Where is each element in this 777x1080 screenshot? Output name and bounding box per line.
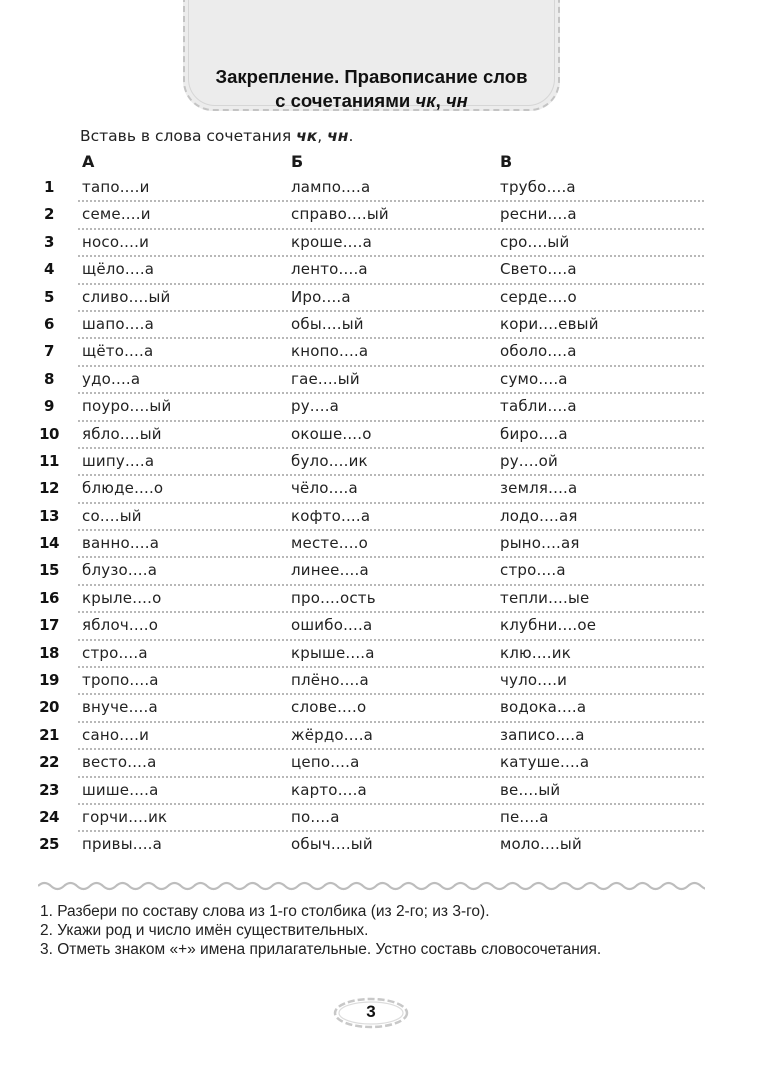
table-row — [0, 449, 777, 476]
table-row — [0, 531, 777, 558]
row-number: 19 — [39, 671, 59, 690]
word-column-v: оболо....а — [500, 342, 577, 361]
row-number: 1 — [44, 178, 54, 196]
table-row — [0, 230, 777, 257]
word-column-a: весто....а — [82, 753, 157, 772]
word-column-b: кнопо....а — [291, 342, 369, 361]
word-column-v: трубо....а — [500, 178, 576, 196]
word-column-a: шипу....а — [82, 451, 155, 470]
word-column-v: ве....ый — [500, 780, 561, 799]
row-number: 12 — [39, 479, 59, 498]
row-number: 16 — [39, 588, 59, 607]
word-column-a: шише....а — [82, 780, 159, 799]
word-column-b: було....ик — [291, 451, 368, 470]
table-row — [0, 339, 777, 366]
table-row — [0, 202, 777, 229]
row-number: 22 — [39, 753, 59, 772]
row-number: 24 — [39, 807, 59, 826]
row-number: 21 — [39, 725, 59, 744]
column-header-v: В — [500, 152, 513, 171]
word-column-b: окоше....о — [291, 424, 372, 443]
word-table — [0, 175, 777, 860]
word-column-b: гае....ый — [291, 369, 360, 388]
table-row — [0, 422, 777, 449]
word-column-v: чуло....и — [500, 671, 568, 690]
word-column-v: серде....о — [500, 287, 577, 306]
table-row — [0, 476, 777, 503]
wavy-divider — [38, 878, 705, 894]
word-column-b: чёло....а — [291, 479, 358, 498]
page-title — [183, 65, 560, 113]
word-column-a: со....ый — [82, 506, 142, 525]
row-number: 2 — [44, 205, 54, 224]
table-row — [0, 312, 777, 339]
word-column-b: Иро....а — [291, 287, 351, 306]
word-column-b: месте....о — [291, 534, 369, 553]
word-column-a: стро....а — [82, 643, 148, 662]
word-column-v: катуше....а — [500, 753, 590, 772]
word-column-a: блюде....о — [82, 479, 164, 498]
word-column-a: щёло....а — [82, 260, 155, 279]
table-row — [0, 778, 777, 805]
word-column-b: обыч....ый — [291, 835, 373, 854]
combo-chk: чк — [296, 127, 318, 145]
page-number-badge — [332, 996, 410, 1030]
row-number: 7 — [44, 342, 54, 361]
word-column-a: внуче....а — [82, 698, 158, 717]
word-column-a: поуро....ый — [82, 397, 172, 416]
word-column-a: яблоч....о — [82, 616, 159, 635]
title-combo-chk: чк — [415, 90, 436, 111]
word-column-b: цепо....а — [291, 753, 360, 772]
word-column-v: кори....евый — [500, 314, 599, 333]
word-column-v: водока....а — [500, 698, 587, 717]
task-item: 2. Укажи род и число имён существительных. — [40, 922, 369, 939]
word-column-v: лодо....ая — [500, 506, 578, 525]
word-column-b: линее....а — [291, 561, 369, 580]
word-column-v: биро....а — [500, 424, 568, 443]
word-column-b: про....ость — [291, 588, 376, 607]
table-row — [0, 257, 777, 284]
row-number: 5 — [44, 287, 54, 306]
table-row — [0, 805, 777, 832]
table-row — [0, 394, 777, 421]
word-column-v: ру....ой — [500, 451, 558, 470]
row-number: 14 — [39, 534, 59, 553]
word-column-a: ванно....а — [82, 534, 160, 553]
word-column-a: ябло....ый — [82, 424, 162, 443]
title-line-2: с сочетаниями чк, чн — [275, 90, 468, 111]
row-number: 11 — [39, 451, 59, 470]
table-row — [0, 832, 777, 859]
table-row — [0, 175, 777, 202]
word-column-v: клубни....ое — [500, 616, 597, 635]
word-column-b: слове....о — [291, 698, 367, 717]
table-row — [0, 695, 777, 722]
row-number: 17 — [39, 616, 59, 635]
table-row — [0, 668, 777, 695]
row-number: 9 — [44, 397, 54, 416]
word-column-v: земля....а — [500, 479, 578, 498]
title-combo-chn: чн — [445, 90, 468, 111]
word-column-a: тапо....и — [82, 178, 150, 196]
combo-chn: чн — [327, 127, 349, 145]
word-column-b: крыше....а — [291, 643, 375, 662]
row-number: 25 — [39, 835, 59, 854]
row-number: 13 — [39, 506, 59, 525]
word-column-b: кофто....а — [291, 506, 371, 525]
word-column-a: сано....и — [82, 725, 150, 744]
word-column-a: семе....и — [82, 205, 151, 224]
task-item: 3. Отметь знаком «+» имена прилагательные. Устно составь словосочетания. — [40, 941, 602, 958]
row-number: 18 — [39, 643, 59, 662]
word-column-a: шапо....а — [82, 314, 154, 333]
word-column-v: ресни....а — [500, 205, 577, 224]
table-row — [0, 367, 777, 394]
word-column-a: носо....и — [82, 232, 150, 251]
column-header-a: А — [82, 152, 95, 171]
word-column-b: ру....а — [291, 397, 340, 416]
word-column-b: справо....ый — [291, 205, 389, 224]
row-number: 20 — [39, 698, 59, 717]
word-column-b: ошибо....а — [291, 616, 373, 635]
word-column-b: обы....ый — [291, 314, 364, 333]
row-number: 3 — [44, 232, 54, 251]
table-row — [0, 586, 777, 613]
word-column-b: по....а — [291, 807, 340, 826]
table-row — [0, 504, 777, 531]
word-column-a: тропо....а — [82, 671, 159, 690]
table-row — [0, 558, 777, 585]
word-column-v: записо....а — [500, 725, 585, 744]
word-column-a: сливо....ый — [82, 287, 171, 306]
word-column-v: рыно....ая — [500, 534, 580, 553]
task-list — [40, 902, 601, 959]
row-number: 8 — [44, 369, 54, 388]
word-column-v: сро....ый — [500, 232, 570, 251]
word-column-a: щёто....а — [82, 342, 154, 361]
word-column-a: крыле....о — [82, 588, 162, 607]
word-column-v: табли....а — [500, 397, 577, 416]
title-line-1: Закрепление. Правописание слов — [215, 66, 528, 87]
table-row — [0, 613, 777, 640]
word-column-a: горчи....ик — [82, 807, 168, 826]
row-number: 15 — [39, 561, 59, 580]
word-column-b: ленто....а — [291, 260, 368, 279]
row-number: 10 — [39, 424, 59, 443]
task-item: 1. Разбери по составу слова из 1-го столбика (из 2-го; из 3-го). — [40, 903, 490, 920]
table-row — [0, 723, 777, 750]
word-column-b: карто....а — [291, 780, 367, 799]
word-column-v: тепли....ые — [500, 588, 590, 607]
table-row — [0, 750, 777, 777]
row-number: 6 — [44, 314, 54, 333]
column-header-b: Б — [291, 152, 304, 171]
word-column-b: кроше....а — [291, 232, 372, 251]
word-column-v: стро....а — [500, 561, 566, 580]
word-column-v: моло....ый — [500, 835, 582, 854]
word-column-a: блузо....а — [82, 561, 158, 580]
exercise-instruction: Вставь в слова сочетания чк, чн. — [80, 127, 354, 145]
word-column-b: жёрдо....а — [291, 725, 374, 744]
table-row — [0, 285, 777, 312]
row-number: 23 — [39, 780, 59, 799]
word-column-v: пе....а — [500, 807, 549, 826]
word-column-a: удо....а — [82, 369, 141, 388]
page-number: 3 — [366, 1002, 376, 1021]
row-number: 4 — [44, 260, 54, 279]
word-column-b: плёно....а — [291, 671, 369, 690]
word-column-b: лампо....а — [291, 178, 371, 196]
word-column-v: клю....ик — [500, 643, 571, 662]
word-column-v: сумо....а — [500, 369, 568, 388]
word-column-a: привы....а — [82, 835, 163, 854]
table-row — [0, 641, 777, 668]
word-column-v: Свето....а — [500, 260, 577, 279]
